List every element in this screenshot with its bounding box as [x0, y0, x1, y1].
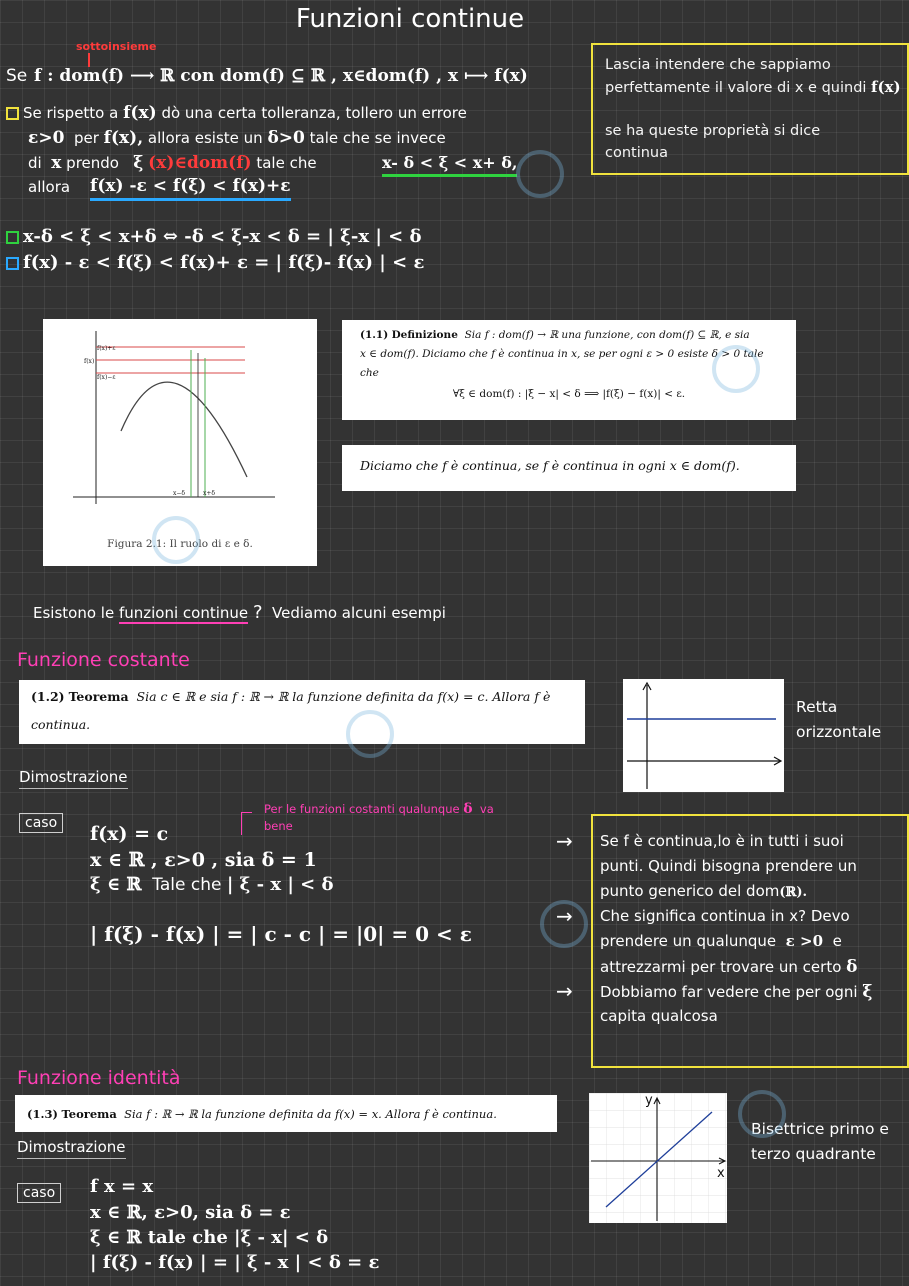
watermark-logo-icon	[712, 345, 760, 393]
graph-constant	[623, 679, 784, 792]
graph-identity-label2: terzo quadrante	[751, 1145, 876, 1163]
intro-line1-prefix: Se	[6, 66, 28, 86]
graph-constant-label2: orizzontale	[796, 723, 882, 741]
definition2-box	[342, 445, 796, 491]
intro-line2: Se rispetto a f(x) dò una certa tolleranza, tollero un errore	[6, 103, 467, 123]
note-mid-line8: capita qualcosa	[600, 1007, 718, 1025]
note-mid-line4: Che significa continua in x? Devo	[600, 907, 850, 925]
proof-identity-case-label: caso	[17, 1183, 61, 1203]
intro-line4: di x prendo ξ (x)∈dom(f) tale che	[28, 153, 317, 173]
definition-formula: ∀ξ ∈ dom(f) : |ξ − x| < δ ⟹ |f(ξ) − f(x)| < ε.	[452, 388, 686, 400]
note-mid-line5: prendere un qualunque ε >0 e	[600, 932, 842, 950]
tick-top: f(x)+ε	[97, 345, 116, 352]
note-mid-line7: Dobbiamo far vedere che per ogni ξ	[600, 982, 873, 1002]
note-top-line3: se ha queste proprietà si dice	[605, 123, 821, 139]
intro-line5: allora	[28, 178, 71, 196]
proof-identity-line3: ξ ∈ ℝ tale che |ξ - x| < δ	[90, 1227, 329, 1248]
theorem-1-2-line1: (1.2) Teorema Sia c ∈ ℝ e sia f : ℝ → ℝ la funzione definita da f(x) = c. Allora f è	[31, 689, 551, 704]
tick-x-left: x−δ	[173, 490, 186, 497]
note-mid-line1: Se f è continua,lo è in tutti i suoi	[600, 832, 844, 850]
note-top-line4: continua	[605, 145, 669, 161]
annotation-arrow	[88, 53, 90, 67]
proof-constant-heading: Dimostrazione	[19, 768, 128, 789]
watermark-logo-icon	[516, 150, 564, 198]
proof-constant-line2: x ∈ ℝ , ε>0 , sia δ = 1	[90, 849, 317, 871]
yellow-square-icon	[6, 107, 19, 120]
note-top-line1: Lascia intendere che sappiamo	[605, 57, 831, 73]
theorem-1-3-box	[15, 1095, 557, 1132]
note-mid-line3: punto generico del dom(ℝ).	[600, 882, 808, 900]
note-top-line2: perfettamente il valore di x e quindi f(x)	[605, 78, 901, 96]
proof-identity-line4: | f(ξ) - f(x) | = | ξ - x | < δ = ε	[90, 1252, 380, 1273]
annotation-subset: sottoinsieme	[76, 40, 157, 53]
graph-identity-label1: Bisettrice primo e	[751, 1120, 889, 1138]
proof-constant-line4: | f(ξ) - f(x) | = | c - c | = |0| = 0 < ε	[90, 922, 472, 946]
proof-identity-line2: x ∈ ℝ, ε>0, sia δ = ε	[90, 1202, 291, 1223]
note-box-top	[591, 43, 909, 175]
theorem-1-2-line2: continua.	[31, 717, 91, 732]
definition-line1: (1.1) Definizione Sia f : dom(f) → ℝ una funzione, con dom(f) ⊆ ℝ, e sia	[360, 329, 750, 341]
equation-1: x-δ < ξ < x+δ ⇔ -δ < ξ-x < δ = | ξ-x | < δ	[6, 226, 422, 247]
examples-line: Esistono le funzioni continue ? Vediamo alcuni esempi	[33, 602, 446, 623]
arrow-icon-1: →	[556, 829, 573, 853]
graph-constant-plot	[623, 679, 784, 792]
proof-annotation-line1: Per le funzioni costanti qualunque δ va	[264, 801, 494, 817]
intro-green-inequality: x- δ < ξ < x+ δ,	[382, 153, 517, 177]
note-mid-line2: punti. Quindi bisogna prendere un	[600, 857, 857, 875]
graph-constant-label1: Retta	[796, 698, 838, 716]
graph-identity	[589, 1093, 727, 1223]
page-title: Funzioni continue	[295, 4, 525, 34]
intro-line1-math: f : dom(f) ⟶ ℝ con dom(f) ⊆ ℝ , x∈dom(f) , x ⟼ f(x)	[34, 66, 528, 86]
intro-blue-inequality: f(x) -ε < f(ξ) < f(x)+ε	[90, 176, 291, 201]
definition2-text: Diciamo che f è continua, se f è continua in ogni x ∈ dom(f).	[360, 458, 740, 473]
axis-x-label: x	[717, 1166, 725, 1181]
theorem-1-3-line1: (1.3) Teorema Sia f : ℝ → ℝ la funzione definita da f(x) = x. Allora f è continua.	[27, 1107, 497, 1121]
watermark-logo-icon	[540, 900, 588, 948]
axis-y-label: y	[645, 1093, 653, 1108]
theorem-1-2-box	[19, 680, 585, 744]
arrow-icon-3: →	[556, 979, 573, 1003]
tick-x-right: x+δ	[203, 490, 216, 497]
section-identity-heading: Funzione identità	[17, 1067, 181, 1089]
proof-constant-line3: ξ ∈ ℝ Tale che | ξ - x | < δ	[90, 874, 334, 895]
proof-annotation-line2: bene	[264, 819, 293, 833]
watermark-logo-icon	[152, 516, 200, 564]
definition-line3: che	[360, 367, 379, 379]
note-mid-line6: attrezzarmi per trovare un certo δ	[600, 957, 858, 977]
watermark-logo-icon	[738, 1090, 786, 1138]
definition-line2: x ∈ dom(f). Diciamo che f è continua in x, se per ogni ε > 0 esiste δ > 0 tale	[360, 348, 764, 360]
proof-constant-line1: f(x) = c	[90, 823, 169, 845]
graph-identity-plot	[589, 1093, 727, 1223]
section-constant-heading: Funzione costante	[17, 649, 190, 671]
watermark-logo-icon	[346, 710, 394, 758]
blue-square-icon	[6, 257, 19, 270]
proof-constant-case-label: caso	[19, 813, 63, 833]
proof-identity-heading: Dimostrazione	[17, 1138, 126, 1159]
green-square-icon	[6, 231, 19, 244]
tick-bot: f(x)−ε	[97, 374, 116, 381]
proof-identity-line1: f x = x	[90, 1176, 154, 1197]
figure-caption: Figura 2.1: Il ruolo di ε e δ.	[107, 538, 253, 550]
annotation-arrow-pink	[241, 812, 252, 835]
equation-2: f(x) - ε < f(ξ) < f(x)+ ε = | f(ξ)- f(x) | < ε	[6, 252, 424, 273]
arrow-icon-2: →	[556, 904, 573, 928]
note-box-mid	[591, 814, 909, 1068]
tick-mid: f(x)	[84, 358, 95, 365]
intro-line3: ε>0 per f(x), allora esiste un δ>0 tale che se invece	[28, 128, 446, 148]
